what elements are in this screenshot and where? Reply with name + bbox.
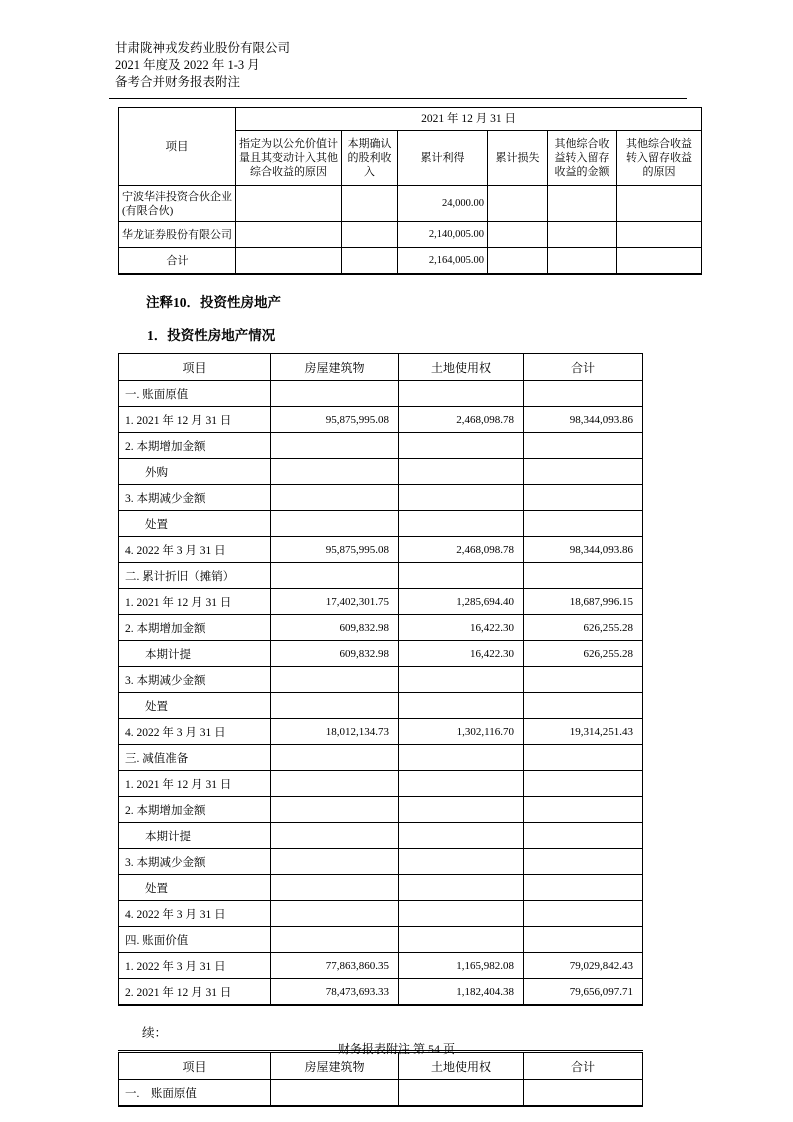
cell-label: 一. 账面原值 — [119, 381, 271, 407]
cell-label: 四. 账面价值 — [119, 927, 271, 953]
cell-land — [399, 563, 524, 589]
cell-buildings — [271, 485, 399, 511]
cell-label: 处置 — [119, 693, 271, 719]
cell-label: 本期计提 — [119, 641, 271, 667]
cell-land: 16,422.30 — [399, 641, 524, 667]
cell-total: 98,344,093.86 — [524, 537, 643, 563]
cell-land — [399, 1080, 524, 1107]
cell-reason — [236, 248, 342, 275]
header-divider — [109, 98, 687, 99]
cell-label: 1. 2022 年 3 月 31 日 — [119, 953, 271, 979]
cell-land — [399, 797, 524, 823]
document-header — [115, 40, 793, 91]
column-header-oci-amount: 其他综合收益转入留存收益的金额 — [548, 131, 617, 186]
cell-land — [399, 901, 524, 927]
cell-label: 2. 2021 年 12 月 31 日 — [119, 979, 271, 1006]
cell-total — [524, 849, 643, 875]
cell-total — [524, 1080, 643, 1107]
table-row — [119, 433, 643, 459]
cell-reason — [236, 222, 342, 248]
cell-buildings: 17,402,301.75 — [271, 589, 399, 615]
table-row — [119, 563, 643, 589]
column-header-dividend-income: 本期确认的股利收入 — [342, 131, 398, 186]
cell-total — [524, 381, 643, 407]
cell-buildings — [271, 797, 399, 823]
column-header-designation-reason: 指定为以公允价值计量且其变动计入其他综合收益的原因 — [236, 131, 342, 186]
table-row — [119, 771, 643, 797]
document-title: 备考合并财务报表附注 — [115, 75, 241, 89]
table-row — [119, 667, 643, 693]
cell-land: 2,468,098.78 — [399, 537, 524, 563]
cell-total — [524, 823, 643, 849]
cell-buildings — [271, 381, 399, 407]
cell-label: 1. 2021 年 12 月 31 日 — [119, 589, 271, 615]
cell-buildings — [271, 823, 399, 849]
cell-buildings: 609,832.98 — [271, 641, 399, 667]
table-row — [119, 693, 643, 719]
cell-total — [524, 771, 643, 797]
column-header-total: 合计 — [524, 354, 643, 381]
cell-oci-amount — [548, 186, 617, 222]
cell-total: 98,344,093.86 — [524, 407, 643, 433]
table-row-total — [119, 248, 702, 275]
cell-label: 三. 减值准备 — [119, 745, 271, 771]
cell-total — [524, 433, 643, 459]
table-header-row — [119, 354, 643, 381]
column-header-buildings: 房屋建筑物 — [271, 1052, 399, 1080]
cell-total: 626,255.28 — [524, 641, 643, 667]
column-header-accumulated-loss: 累计损失 — [488, 131, 548, 186]
cell-buildings — [271, 459, 399, 485]
table-row — [119, 459, 643, 485]
cell-land: 2,468,098.78 — [399, 407, 524, 433]
cell-gain: 2,164,005.00 — [398, 248, 488, 275]
cell-buildings — [271, 901, 399, 927]
cell-total — [524, 485, 643, 511]
cell-buildings — [271, 511, 399, 537]
table-row — [119, 589, 643, 615]
table-row — [119, 381, 643, 407]
cell-total — [524, 745, 643, 771]
cell-label: 一. 账面原值 — [119, 1080, 271, 1107]
cell-loss — [488, 222, 548, 248]
cell-buildings: 95,875,995.08 — [271, 407, 399, 433]
cell-total — [524, 459, 643, 485]
cell-item: 宁波华沣投资合伙企业(有限合伙) — [119, 186, 236, 222]
cell-buildings — [271, 849, 399, 875]
cell-label: 4. 2022 年 3 月 31 日 — [119, 901, 271, 927]
column-header-buildings: 房屋建筑物 — [271, 354, 399, 381]
table-row — [119, 927, 643, 953]
table-row — [119, 823, 643, 849]
cell-label: 3. 本期减少金额 — [119, 485, 271, 511]
cell-land: 16,422.30 — [399, 615, 524, 641]
cell-label: 本期计提 — [119, 823, 271, 849]
cell-loss — [488, 186, 548, 222]
note-10-subheading: 1．投资性房地产情况 — [147, 328, 276, 343]
cell-total — [524, 797, 643, 823]
cell-oci-reason — [617, 248, 702, 275]
cell-buildings — [271, 771, 399, 797]
cell-land — [399, 511, 524, 537]
investment-property-continuation-table — [118, 1050, 643, 1107]
cell-land — [399, 381, 524, 407]
page-footer: 财务报表附注 第 54 页 — [337, 1042, 455, 1056]
cell-land: 1,285,694.40 — [399, 589, 524, 615]
fair-value-investments-table — [118, 107, 702, 275]
cell-total — [524, 927, 643, 953]
table-row — [119, 641, 643, 667]
table-row — [119, 186, 702, 222]
cell-buildings: 609,832.98 — [271, 615, 399, 641]
cell-buildings — [271, 927, 399, 953]
cell-buildings — [271, 1080, 399, 1107]
cell-oci-amount — [548, 222, 617, 248]
cell-total — [524, 667, 643, 693]
cell-label: 2. 本期增加金额 — [119, 797, 271, 823]
cell-land — [399, 485, 524, 511]
cell-land — [399, 823, 524, 849]
cell-land — [399, 745, 524, 771]
company-name: 甘肃陇神戎发药业股份有限公司 — [115, 41, 291, 55]
cell-total — [524, 563, 643, 589]
table-row — [119, 615, 643, 641]
cell-oci-amount — [548, 248, 617, 275]
cell-label: 处置 — [119, 875, 271, 901]
cell-oci-reason — [617, 186, 702, 222]
note-10-heading: 注释10．投资性房地产 — [146, 295, 281, 310]
cell-label: 1. 2021 年 12 月 31 日 — [119, 407, 271, 433]
cell-loss — [488, 248, 548, 275]
cell-buildings — [271, 875, 399, 901]
table-row — [119, 849, 643, 875]
table-row — [119, 1080, 643, 1107]
cell-total — [524, 875, 643, 901]
cell-label: 2. 本期增加金额 — [119, 615, 271, 641]
cell-buildings — [271, 693, 399, 719]
continuation-label: 续： — [142, 1026, 168, 1040]
cell-total: 18,687,996.15 — [524, 589, 643, 615]
cell-land: 1,165,982.08 — [399, 953, 524, 979]
table-row — [119, 953, 643, 979]
cell-label: 1. 2021 年 12 月 31 日 — [119, 771, 271, 797]
cell-buildings: 77,863,860.35 — [271, 953, 399, 979]
cell-label: 3. 本期减少金额 — [119, 667, 271, 693]
cell-land: 1,302,116.70 — [399, 719, 524, 745]
table-row — [119, 745, 643, 771]
cell-buildings — [271, 667, 399, 693]
cell-dividend — [342, 186, 398, 222]
cell-land — [399, 849, 524, 875]
cell-land — [399, 927, 524, 953]
table-row — [119, 511, 643, 537]
report-period: 2021 年度及 2022 年 1-3 月 — [115, 58, 260, 72]
cell-land — [399, 771, 524, 797]
cell-total — [524, 693, 643, 719]
cell-land — [399, 459, 524, 485]
column-header-land-use-rights: 土地使用权 — [399, 354, 524, 381]
table-row — [119, 485, 643, 511]
cell-label: 2. 本期增加金额 — [119, 433, 271, 459]
cell-total — [524, 511, 643, 537]
column-header-land-use-rights: 土地使用权 — [399, 1052, 524, 1080]
column-header-item: 项目 — [119, 108, 236, 186]
cell-total: 79,656,097.71 — [524, 979, 643, 1006]
column-header-oci-reason: 其他综合收益转入留存收益的原因 — [617, 131, 702, 186]
cell-dividend — [342, 222, 398, 248]
table-header-row — [119, 108, 702, 131]
table-row — [119, 222, 702, 248]
table-row — [119, 407, 643, 433]
cell-label: 二. 累计折旧（摊销） — [119, 563, 271, 589]
cell-label: 3. 本期减少金额 — [119, 849, 271, 875]
cell-total: 626,255.28 — [524, 615, 643, 641]
cell-label: 外购 — [119, 459, 271, 485]
table-row — [119, 875, 643, 901]
cell-buildings — [271, 563, 399, 589]
cell-label: 处置 — [119, 511, 271, 537]
table-row — [119, 719, 643, 745]
cell-total: 19,314,251.43 — [524, 719, 643, 745]
cell-land — [399, 667, 524, 693]
cell-label: 4. 2022 年 3 月 31 日 — [119, 719, 271, 745]
table-row — [119, 979, 643, 1006]
column-header-item: 项目 — [119, 354, 271, 381]
cell-total: 79,029,842.43 — [524, 953, 643, 979]
table-row — [119, 797, 643, 823]
cell-gain: 2,140,005.00 — [398, 222, 488, 248]
table-row — [119, 901, 643, 927]
cell-total — [524, 901, 643, 927]
cell-buildings — [271, 745, 399, 771]
cell-land — [399, 875, 524, 901]
cell-reason — [236, 186, 342, 222]
column-header-accumulated-gain: 累计利得 — [398, 131, 488, 186]
column-header-date: 2021 年 12 月 31 日 — [236, 108, 702, 131]
cell-gain: 24,000.00 — [398, 186, 488, 222]
cell-land: 1,182,404.38 — [399, 979, 524, 1006]
cell-buildings: 18,012,134.73 — [271, 719, 399, 745]
cell-item: 华龙证券股份有限公司 — [119, 222, 236, 248]
cell-item: 合计 — [119, 248, 236, 275]
table-row — [119, 537, 643, 563]
cell-buildings: 78,473,693.33 — [271, 979, 399, 1006]
column-header-total: 合计 — [524, 1052, 643, 1080]
column-header-item: 项目 — [119, 1052, 271, 1080]
cell-dividend — [342, 248, 398, 275]
cell-label: 4. 2022 年 3 月 31 日 — [119, 537, 271, 563]
cell-land — [399, 693, 524, 719]
cell-land — [399, 433, 524, 459]
cell-buildings — [271, 433, 399, 459]
investment-property-table — [118, 353, 643, 1006]
cell-buildings: 95,875,995.08 — [271, 537, 399, 563]
cell-oci-reason — [617, 222, 702, 248]
